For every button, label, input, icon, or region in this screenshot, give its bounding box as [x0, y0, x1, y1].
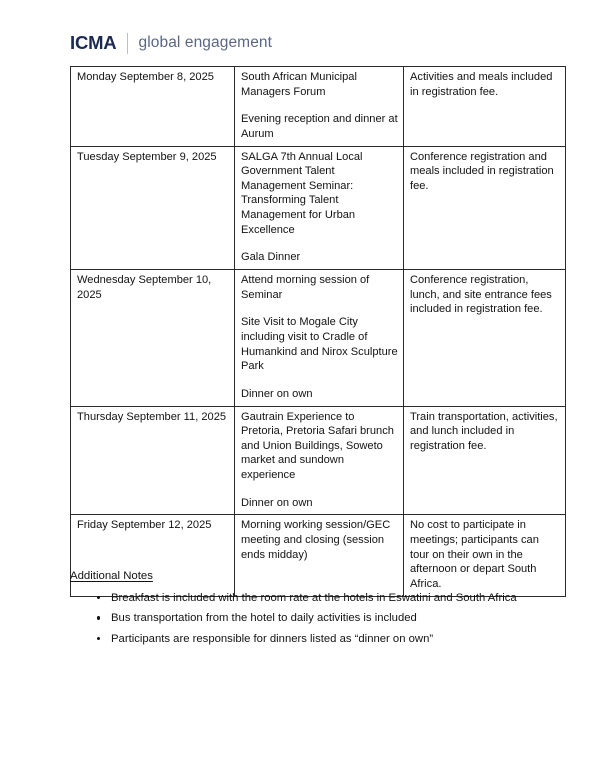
- cell-cost: No cost to participate in meetings; participants can tour on their own in the afternoon or depart South Africa.: [404, 515, 566, 596]
- cell-paragraph: SALGA 7th Annual Local Government Talent Management Seminar: Transforming Talent Management for Urban Excellence: [241, 150, 363, 236]
- list-item: [70, 591, 540, 605]
- cell-cost: Train transportation, activities, and lunch included in registration fee.: [404, 406, 566, 515]
- cell-paragraph: Gala Dinner: [241, 251, 301, 264]
- list-item-text: Participants are responsible for dinners listed as “dinner on own”: [111, 632, 434, 645]
- list-item: [70, 632, 540, 646]
- cell-paragraph: Site Visit to Mogale City including visit to Cradle of Humankind and Nirox Sculpture Park: [241, 316, 398, 373]
- list-item-text: Breakfast is included with the room rate at the hotels in Eswatini and South Africa: [111, 591, 517, 604]
- schedule-table: [70, 66, 566, 597]
- list-item-text: Bus transportation from the hotel to daily activities is included: [111, 612, 417, 625]
- cell-date: Monday September 8, 2025: [71, 67, 235, 147]
- cell-paragraph: Gautrain Experience to Pretoria, Pretoria Safari brunch and Union Buildings, Soweto market and sundown experience: [241, 410, 394, 482]
- cell-paragraph: Morning working session/GEC meeting and closing (session ends midday): [241, 519, 391, 561]
- paragraph-spacer: [241, 237, 398, 250]
- logo-tagline: global engagement: [138, 34, 273, 52]
- icma-wordmark: ICMA: [70, 31, 117, 53]
- cell-paragraph: Attend morning session of Seminar: [241, 274, 370, 301]
- bullet-icon: [97, 616, 100, 619]
- cell-cost: Conference registration, lunch, and site entrance fees included in registration fee.: [404, 270, 566, 406]
- table-row: [71, 146, 566, 269]
- list-item: [70, 611, 540, 625]
- additional-notes-heading-wrap: [70, 566, 540, 591]
- cell-paragraph: Dinner on own: [241, 387, 313, 400]
- paragraph-spacer: [241, 99, 398, 112]
- paragraph-spacer: [241, 483, 398, 496]
- cell-cost: Activities and meals included in registration fee.: [404, 67, 566, 147]
- cell-paragraph: South African Municipal Managers Forum: [241, 71, 357, 98]
- paragraph-spacer: [241, 302, 398, 315]
- paragraph-spacer: [241, 374, 398, 387]
- cell-date: Wednesday September 10, 2025: [71, 270, 235, 406]
- bullet-icon: [97, 637, 100, 640]
- bullet-icon: [97, 596, 100, 599]
- cell-activity: [235, 270, 404, 406]
- table-row: [71, 270, 566, 406]
- additional-notes-list: [70, 591, 540, 646]
- cell-date: Tuesday September 9, 2025: [71, 146, 235, 269]
- cell-paragraph: Dinner on own: [241, 496, 313, 509]
- cell-activity: [235, 406, 404, 515]
- additional-notes-heading: Additional Notes: [70, 570, 153, 582]
- schedule-table-body: [71, 67, 566, 597]
- additional-notes-section: [70, 566, 540, 652]
- icma-logo: [70, 31, 272, 55]
- cell-date: Friday September 12, 2025: [71, 515, 235, 596]
- cell-activity: [235, 67, 404, 147]
- cell-date: Thursday September 11, 2025: [71, 406, 235, 515]
- table-row: [71, 406, 566, 515]
- cell-activity: [235, 146, 404, 269]
- cell-cost: Conference registration and meals included in registration fee.: [404, 146, 566, 269]
- cell-paragraph: Evening reception and dinner at Aurum: [241, 113, 398, 140]
- logo-divider: [127, 33, 128, 54]
- table-row: [71, 67, 566, 147]
